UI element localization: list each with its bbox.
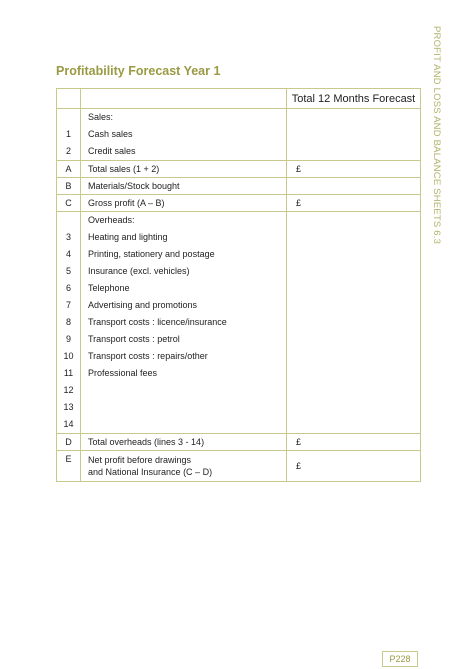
net-profit-input[interactable]	[287, 451, 421, 482]
overheads-heading: Overheads:	[88, 215, 135, 225]
line-label: Cash sales	[88, 129, 133, 139]
currency-symbol: £	[296, 461, 302, 471]
sales-desc-cell	[81, 109, 287, 161]
line-label	[81, 416, 286, 433]
line-label: Materials/Stock bought	[88, 181, 180, 191]
page-number: P228	[382, 651, 418, 667]
line-number: 14	[63, 419, 74, 429]
header-num-cell	[57, 89, 81, 109]
sales-section-row	[57, 109, 421, 161]
line-label: Insurance (excl. vehicles)	[88, 266, 190, 276]
line-label: Professional fees	[88, 368, 158, 378]
line-label	[81, 399, 286, 416]
line-label: Transport costs : repairs/other	[88, 351, 208, 361]
profitability-forecast-table	[56, 88, 421, 482]
line-label: Gross profit (A – B)	[88, 198, 165, 208]
materials-input[interactable]	[287, 178, 421, 195]
line-label: Advertising and promotions	[88, 300, 198, 310]
line-label: Transport costs : licence/insurance	[88, 317, 227, 327]
currency-symbol: £	[296, 198, 302, 208]
line-number: 5	[65, 266, 71, 276]
line-number: 2	[65, 146, 71, 156]
gross-profit-row	[57, 195, 421, 212]
overheads-desc-cell	[81, 212, 287, 434]
line-label: Net profit before drawings and National Insurance (C – D)	[88, 455, 213, 477]
line-label: Total overheads (lines 3 - 14)	[88, 437, 205, 447]
currency-symbol: £	[296, 164, 302, 174]
overheads-num-cell	[57, 212, 81, 434]
header-row	[57, 89, 421, 109]
line-letter: E	[65, 454, 72, 464]
line-label: Telephone	[88, 283, 130, 293]
overheads-total-input[interactable]	[287, 212, 421, 434]
line-letter: D	[65, 437, 72, 447]
line-number: 7	[65, 300, 71, 310]
net-profit-row	[57, 451, 421, 482]
sales-total-input[interactable]	[287, 109, 421, 161]
sales-heading: Sales:	[88, 112, 114, 122]
line-label: Heating and lighting	[88, 232, 168, 242]
line-label: Transport costs : petrol	[88, 334, 180, 344]
line-number: 12	[63, 385, 74, 395]
line-letter: C	[65, 198, 72, 208]
sales-num-cell	[57, 109, 81, 161]
line-number: 10	[63, 351, 74, 361]
materials-row	[57, 178, 421, 195]
line-letter: B	[65, 181, 72, 191]
section-side-title: PROFIT AND LOSS AND BALANCE SHEETS 6.3	[431, 26, 442, 245]
line-number: 11	[63, 368, 74, 378]
currency-symbol: £	[296, 437, 302, 447]
line-letter: A	[65, 164, 72, 174]
line-number: 9	[65, 334, 71, 344]
line-label	[81, 382, 286, 399]
header-total-forecast: Total 12 Months Forecast	[287, 89, 421, 109]
total-sales-input[interactable]	[287, 161, 421, 178]
line-number: 6	[65, 283, 71, 293]
line-number: 13	[63, 402, 74, 412]
total-overheads-input[interactable]	[287, 434, 421, 451]
line-number: 8	[65, 317, 71, 327]
gross-profit-input[interactable]	[287, 195, 421, 212]
line-number: 3	[65, 232, 71, 242]
line-number: 1	[65, 129, 71, 139]
line-label: Credit sales	[88, 146, 136, 156]
line-label: Printing, stationery and postage	[88, 249, 215, 259]
total-overheads-row	[57, 434, 421, 451]
header-desc-cell	[81, 89, 287, 109]
overheads-section-row	[57, 212, 421, 434]
total-sales-row	[57, 161, 421, 178]
line-number: 4	[65, 249, 71, 259]
line-label: Total sales (1 + 2)	[88, 164, 160, 174]
page-title: Profitability Forecast Year 1	[56, 64, 221, 78]
